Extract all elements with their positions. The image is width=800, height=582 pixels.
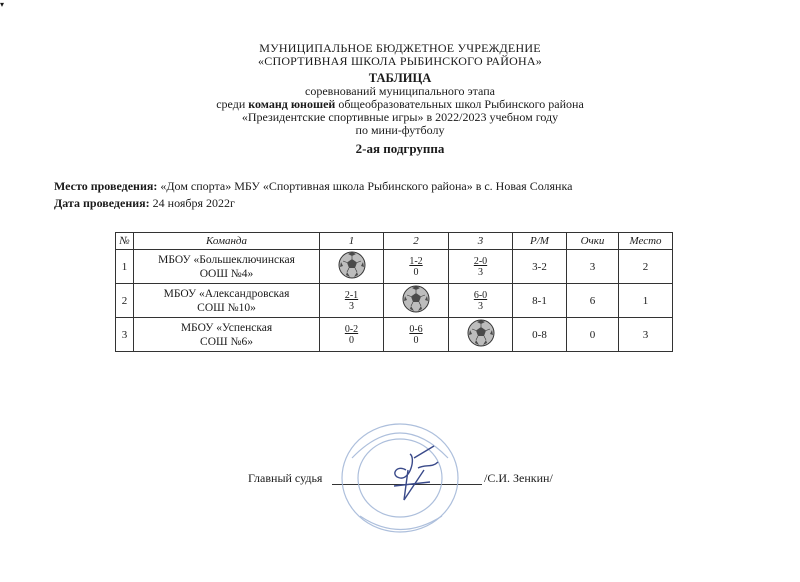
corner-mark: ▾ (0, 0, 5, 9)
match-points: 0 (413, 266, 419, 278)
match-result-cell (320, 284, 384, 318)
team-name-line2: СОШ №6» (200, 335, 253, 348)
match-score: 1-2 (409, 255, 423, 267)
handwritten-signature (394, 446, 438, 500)
event-name-line: «Президентские спортивные игры» в 2022/2023 учебном году (241, 110, 559, 124)
match-points: 0 (349, 334, 354, 346)
match-score: 0-6 (409, 323, 423, 335)
team-name (134, 250, 320, 284)
org-name-line1: МУНИЦИПАЛЬНОЕ БЮДЖЕТНОЕ УЧРЕЖДЕНИЕ (259, 41, 541, 55)
venue-label: Место проведения: (54, 179, 158, 193)
competition-line: соревнований муниципального этапа (305, 84, 495, 98)
match-result-cell (449, 250, 513, 284)
match-score: 2-1 (344, 289, 359, 301)
team-name-line1: МБОУ «Александровская (163, 287, 290, 300)
match-points: 0 (413, 334, 419, 346)
points: 0 (567, 318, 619, 352)
judge-name: /С.И. Зенкин/ (484, 471, 553, 485)
subgroup-title: 2-ая подгруппа (355, 141, 445, 156)
match-score: 6-0 (473, 289, 488, 301)
match-result-cell (384, 250, 449, 284)
official-stamp (330, 418, 470, 536)
self-match-cell (449, 318, 513, 352)
soccer-ball-icon (466, 318, 496, 348)
header-vs-2: 2 (384, 233, 449, 250)
place: 1 (619, 284, 673, 318)
team-name-line1: МБОУ «Большеключинская (158, 253, 295, 266)
standings-table (115, 232, 673, 352)
table-row (116, 318, 673, 352)
row-number: 2 (116, 284, 134, 318)
header-number: № (116, 233, 134, 250)
team-name-line2: СОШ №10» (197, 301, 256, 314)
date-value: 24 ноября 2022г (149, 196, 235, 210)
participants-prefix: среди (216, 97, 249, 111)
org-name-line2: «СПОРТИВНАЯ ШКОЛА РЫБИНСКОГО РАЙОНА» (258, 54, 542, 68)
match-points: 3 (478, 300, 483, 312)
match-points: 3 (478, 266, 483, 278)
table-header-row (116, 233, 673, 250)
date-label: Дата проведения: (54, 196, 150, 210)
table-row (116, 250, 673, 284)
judge-role: Главный судья (248, 471, 323, 485)
place: 2 (619, 250, 673, 284)
document-header (0, 42, 800, 155)
participants-bold: команд юношей (248, 97, 336, 111)
team-name-line1: МБОУ «Успенская (180, 321, 273, 334)
standings-body (116, 250, 673, 352)
team-name (134, 284, 320, 318)
row-number: 1 (116, 250, 134, 284)
document-title: ТАБЛИЦА (368, 71, 432, 85)
self-match-cell (384, 284, 449, 318)
soccer-ball-icon (401, 284, 431, 314)
venue-line (54, 179, 572, 194)
points: 3 (567, 250, 619, 284)
points: 6 (567, 284, 619, 318)
match-points: 3 (349, 300, 354, 312)
soccer-ball-icon (337, 250, 367, 280)
match-score: 0-2 (344, 323, 359, 335)
match-result-cell (320, 318, 384, 352)
goal-diff: 8-1 (513, 284, 567, 318)
match-result-cell (449, 284, 513, 318)
goal-diff: 3-2 (513, 250, 567, 284)
header-goal-diff: Р/М (513, 233, 567, 250)
match-score: 2-0 (473, 255, 488, 267)
self-match-cell (320, 250, 384, 284)
header-place: Место (619, 233, 673, 250)
header-vs-3: 3 (449, 233, 513, 250)
header-vs-1: 1 (320, 233, 384, 250)
venue-value: «Дом спорта» МБУ «Спортивная школа Рыбинского района» в с. Новая Солянка (157, 179, 573, 193)
header-team: Команда (134, 233, 320, 250)
team-name (134, 318, 320, 352)
place: 3 (619, 318, 673, 352)
row-number: 3 (116, 318, 134, 352)
table-row (116, 284, 673, 318)
sport-line: по мини-футболу (355, 123, 445, 137)
match-result-cell (384, 318, 449, 352)
goal-diff: 0-8 (513, 318, 567, 352)
participants-suffix: общеобразовательных школ Рыбинского района (335, 97, 584, 111)
header-points: Очки (567, 233, 619, 250)
team-name-line2: ООШ №4» (199, 267, 254, 280)
date-line (54, 196, 235, 211)
